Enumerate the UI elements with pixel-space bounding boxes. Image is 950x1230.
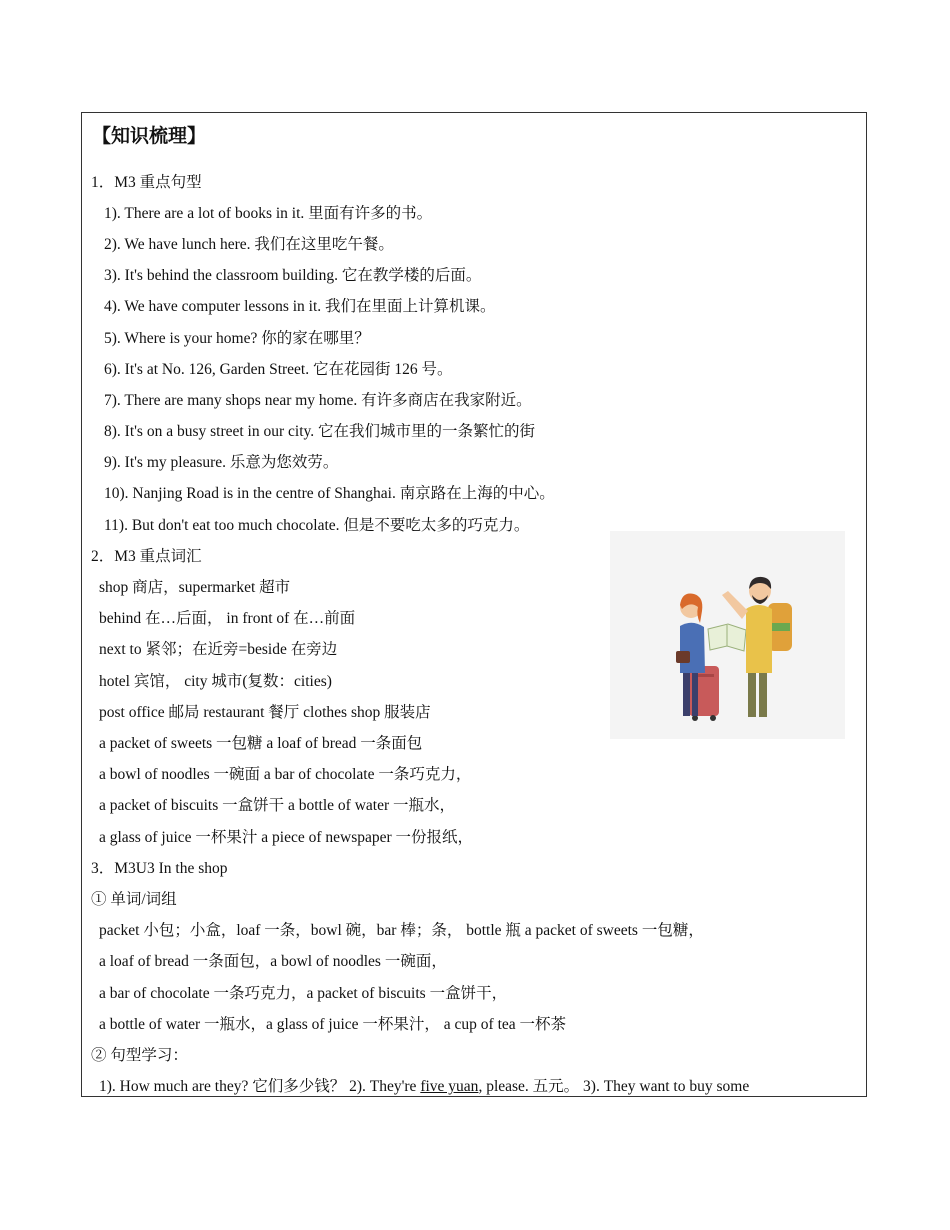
woman-leg: [692, 671, 698, 716]
sentence-part: 1). How much are they? 它们多少钱？ 2). They're: [99, 1078, 421, 1095]
travelers-illustration-svg: [610, 531, 845, 739]
man-leg: [759, 671, 767, 717]
vocab-line: behind 在…后面， in front of 在…前面: [99, 610, 356, 627]
sentence-part: , please. 五元。 3). They want to buy some: [478, 1078, 750, 1095]
s3-sentence-subtitle: ② 句型学习：: [91, 1047, 188, 1064]
man-arm: [722, 591, 748, 619]
sentence-line: 7). There are many shops near my home. 有许多商店在我家附近。: [104, 392, 532, 409]
word-line: a bottle of water 一瓶水，a glass of juice 一杯果汁， a cup of tea 一杯茶: [99, 1016, 567, 1033]
vocab-line: hotel 宾馆， city 城市(复数：cities): [99, 673, 332, 690]
vocab-line: next to 紧邻；在近旁=beside 在旁边: [99, 641, 338, 658]
section-heading: 【知识梳理】: [92, 125, 207, 147]
sentence-line: 3). It's behind the classroom building. 它在教学楼的后面。: [104, 267, 482, 284]
vocab-line: a bowl of noodles 一碗面 a bar of chocolate 一条巧克力，: [99, 766, 472, 783]
s3-words-subtitle: ① 单词/词组: [91, 891, 177, 908]
woman-shirt: [680, 623, 705, 673]
sentence-line: 9). It's my pleasure. 乐意为您效劳。: [104, 454, 339, 471]
sentence-line: 8). It's on a busy street in our city. 它在我们城市里的一条繁忙的街: [104, 423, 536, 440]
vocab-line: a packet of sweets 一包糖 a loaf of bread 一条面包: [99, 735, 423, 752]
word-line: a bar of chocolate 一条巧克力，a packet of biscuits 一盒饼干，: [99, 985, 508, 1002]
sentence-line: 4). We have computer lessons in it. 我们在里面上计算机课。: [104, 298, 496, 315]
underlined-answer: five yuan: [420, 1078, 479, 1095]
man-leg: [748, 671, 756, 717]
sentence-line: 6). It's at No. 126, Garden Street. 它在花园街 126 号。: [104, 361, 453, 378]
word-line: a loaf of bread 一条面包，a bowl of noodles 一碗面，: [99, 953, 447, 970]
sentence-line: [99, 1077, 749, 1097]
backpack-strap: [770, 623, 790, 631]
sentence-line: 2). We have lunch here. 我们在这里吃午餐。: [104, 236, 394, 253]
s3-title: 3．M3U3 In the shop: [91, 860, 228, 877]
sentence-line: 10). Nanjing Road is in the centre of Shanghai. 南京路在上海的中心。: [104, 485, 555, 502]
knowledge-box: [81, 112, 867, 1097]
sentence-line: 1). There are a lot of books in it. 里面有许多的书。: [104, 205, 433, 222]
man-shirt: [746, 605, 772, 673]
travelers-illustration: [610, 531, 845, 739]
s1-title: 1．M3 重点句型: [91, 174, 202, 191]
word-line: packet 小包；小盒，loaf 一条，bowl 碗，bar 棒；条， bottle 瓶 a packet of sweets 一包糖，: [99, 922, 704, 939]
s2-title: 2．M3 重点词汇: [91, 548, 202, 565]
suitcase-wheel: [710, 715, 716, 721]
woman-leg: [683, 671, 690, 716]
sentence-line: 5). Where is your home? 你的家在哪里？: [104, 330, 370, 347]
vocab-line: a packet of biscuits 一盒饼干 a bottle of water 一瓶水，: [99, 797, 455, 814]
vocab-line: a glass of juice 一杯果汁 a piece of newspaper 一份报纸，: [99, 829, 474, 846]
woman-bag: [676, 651, 690, 663]
sentence-line: 11). But don't eat too much chocolate. 但是不要吃太多的巧克力。: [104, 517, 530, 534]
vocab-line: post office 邮局 restaurant 餐厅 clothes shop 服装店: [99, 704, 431, 721]
vocab-line: shop 商店，supermarket 超市: [99, 579, 291, 596]
